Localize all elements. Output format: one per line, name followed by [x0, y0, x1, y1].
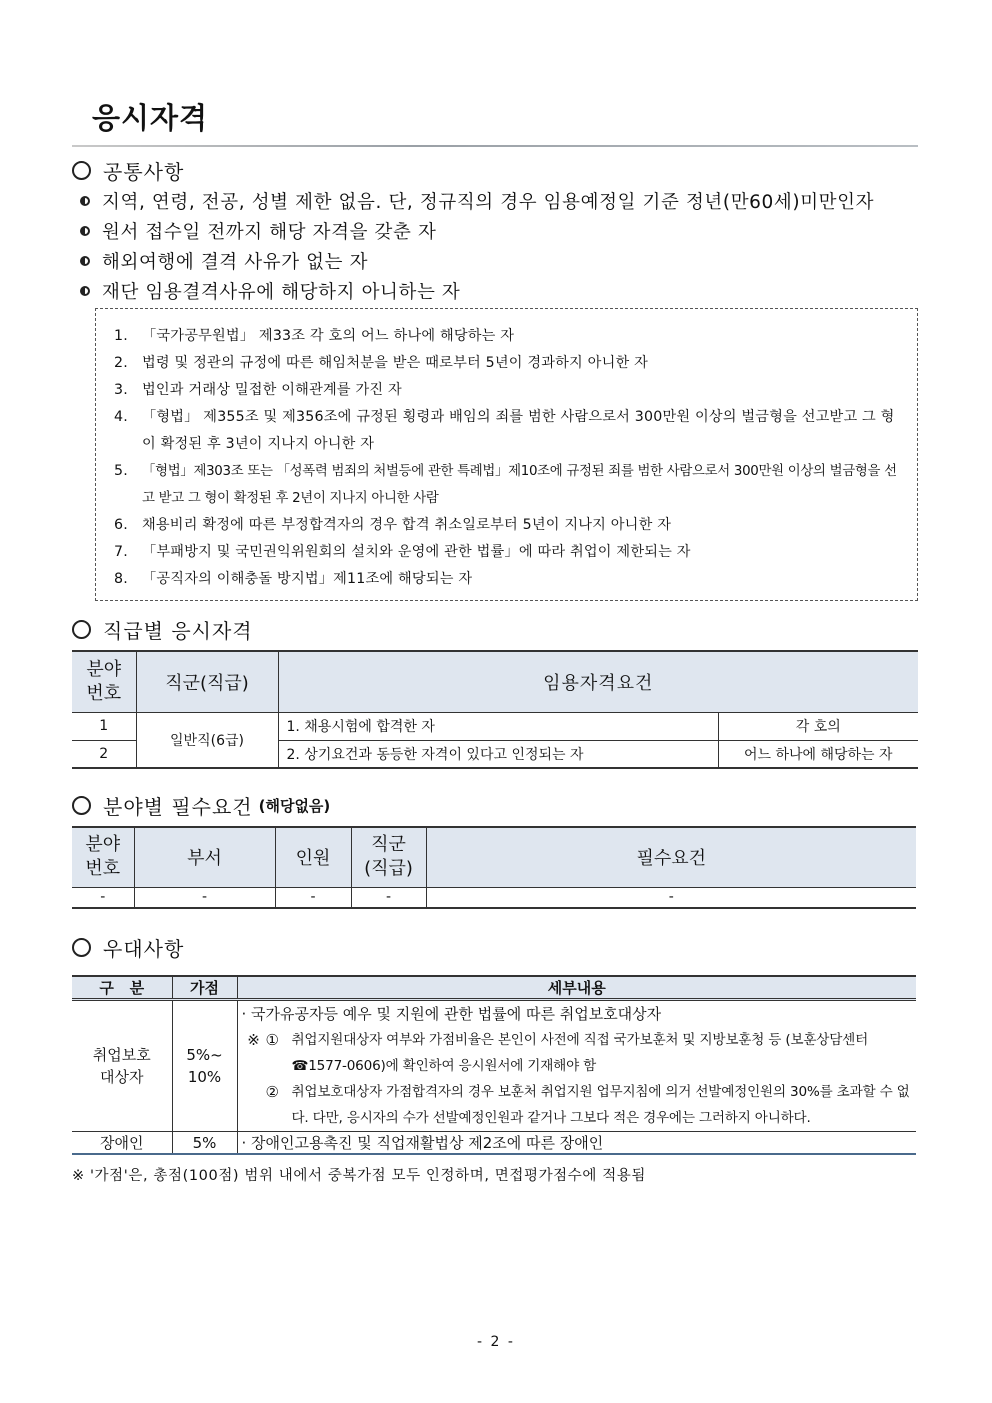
- detail-note: [242, 1027, 917, 1079]
- section-heading-preference-label: 우대사항: [103, 937, 185, 961]
- disqualification-item: [114, 458, 907, 512]
- column-header-requirement: 필수요건: [426, 827, 916, 887]
- section-heading-required-label: 분야별 필수요건: [103, 795, 253, 819]
- disqualification-item: [114, 323, 907, 350]
- column-header-detail: 세부내용: [237, 976, 916, 1000]
- table-cell: -: [72, 887, 134, 908]
- disqualification-item: [114, 377, 907, 404]
- footnote: ※ '가점'은, 총점(100점) 범위 내에서 중복가점 모두 인정하며, 면접평가점수에 적용됨: [72, 1168, 647, 1184]
- detail-cell: · 장애인고용촉진 및 직업재활법상 제2조에 따른 장애인: [237, 1132, 916, 1155]
- circle-bullet-icon: [72, 620, 91, 639]
- requirement-cell: 2. 상기요건과 동등한 자격이 있다고 인정되는 자: [278, 740, 718, 768]
- requirement-cell: 1. 채용시험에 합격한 자: [278, 712, 718, 740]
- table-cell: -: [351, 887, 426, 908]
- item-text: 「형법」제303조 또는 「성폭력 범죄의 처벌등에 관한 특례법」제10조에 규정된 죄를 범한 사람으로서 300만원 이상의 벌금형을 선고 받고 그 형이 확정된 후 2년이 지나지 아니한 사람: [142, 464, 897, 506]
- table-cell: -: [275, 887, 351, 908]
- disqualification-item: [114, 350, 907, 377]
- list-item: [80, 276, 940, 306]
- note-text: 취업보호대상자 가점합격자의 경우 보훈처 취업지원 업무지침에 의거 선발예정인원의 30%를 초과할 수 없다. 다만, 응시자의 수가 선발예정인원과 같거나 그보다 적은 경우에는 그러하지 아니하다.: [291, 1084, 910, 1126]
- disqualification-item: [114, 539, 907, 566]
- table-header-row: [72, 827, 916, 887]
- item-number: 4.: [114, 409, 128, 425]
- list-item-text: 원서 접수일 전까지 해당 자격을 갖춘 자: [102, 222, 437, 243]
- note-number: ②: [265, 1083, 279, 1101]
- item-text: 법인과 거래상 밀접한 이해관계를 가진 자: [142, 382, 402, 398]
- section-heading-grade: [72, 615, 253, 644]
- common-bullet-list: [80, 186, 940, 306]
- list-item: [80, 246, 940, 276]
- column-header-points: 가점: [172, 976, 237, 1000]
- disqualification-box: [95, 308, 918, 601]
- category-cell: 취업보호 대상자: [72, 1000, 172, 1132]
- item-text: 「국가공무원법」 제33조 각 호의 어느 하나에 해당하는 자: [142, 328, 515, 344]
- table-cell: -: [426, 887, 916, 908]
- section-heading-common: [72, 156, 184, 185]
- detail-note: [242, 1079, 917, 1131]
- note-cell: 각 호의: [718, 712, 918, 740]
- category-cell: 장애인: [72, 1132, 172, 1155]
- column-header-field-no: 분야 번호: [72, 827, 134, 887]
- title-divider: [72, 145, 918, 147]
- section-heading-required: [72, 791, 330, 820]
- circle-bullet-icon: [72, 938, 91, 957]
- detail-cell: [237, 1000, 916, 1132]
- item-number: 3.: [114, 382, 128, 398]
- note-number: ①: [265, 1031, 279, 1049]
- section-heading-common-label: 공통사항: [103, 160, 185, 184]
- points-cell: 5%~ 10%: [172, 1000, 237, 1132]
- table-row: [72, 1000, 916, 1132]
- list-item-text: 지역, 연령, 전공, 성별 제한 없음. 단, 정규직의 경우 임용예정일 기준 정년(만60세)미만인자: [102, 192, 875, 213]
- field-no-cell: 1: [72, 712, 136, 740]
- note-spacer: [242, 1079, 266, 1131]
- item-number: 1.: [114, 328, 128, 344]
- table-header-row: [72, 651, 918, 712]
- list-item: [80, 186, 940, 216]
- column-header-job: 직군(직급): [136, 651, 278, 712]
- table-row: [72, 1132, 916, 1155]
- points-cell: 5%: [172, 1132, 237, 1155]
- disqualification-item: [114, 566, 907, 593]
- list-item: [80, 216, 940, 246]
- table-row: [72, 887, 916, 908]
- section-heading-grade-label: 직급별 응시자격: [103, 619, 253, 643]
- circle-bullet-icon: [72, 796, 91, 815]
- column-header-requirement: 임용자격요건: [278, 651, 918, 712]
- preference-table: [72, 975, 916, 1155]
- half-circle-bullet-icon: [80, 286, 90, 296]
- item-text: 법령 및 정관의 규정에 따른 해임처분을 받은 때로부터 5년이 경과하지 아니한 자: [142, 355, 649, 371]
- page-number: - 2 -: [477, 1334, 515, 1350]
- item-number: 8.: [114, 571, 128, 587]
- note-text: 취업지원대상자 여부와 가점비율은 본인이 사전에 직접 국가보훈처 및 지방보훈청 등 (보훈상담센터 ☎1577-0606)에 확인하여 응시원서에 기재해야 함: [291, 1032, 869, 1074]
- column-header-field-no: 분야 번호: [72, 651, 136, 712]
- column-header-count: 인원: [275, 827, 351, 887]
- grade-qualification-table: [72, 650, 918, 769]
- page-title: 응시자격: [92, 101, 209, 135]
- required-condition-table: [72, 826, 916, 909]
- disqualification-item: [114, 404, 907, 458]
- detail-line: · 국가유공자등 예우 및 지원에 관한 법률에 따른 취업보호대상자: [241, 1005, 662, 1023]
- table-cell: -: [134, 887, 275, 908]
- heading-note: (해당없음): [258, 797, 331, 815]
- half-circle-bullet-icon: [80, 256, 90, 266]
- item-text: 「공직자의 이해충돌 방지법」제11조에 해당되는 자: [142, 571, 473, 587]
- section-heading-preference: [72, 933, 184, 962]
- note-mark: ※: [247, 1031, 260, 1049]
- item-text: 「부패방지 및 국민권익위원회의 설치와 운영에 관한 법률」에 따라 취업이 제한되는 자: [142, 544, 691, 560]
- table-row: [72, 712, 918, 740]
- note-cell: 어느 하나에 해당하는 자: [718, 740, 918, 768]
- item-number: 7.: [114, 544, 128, 560]
- half-circle-bullet-icon: [80, 196, 90, 206]
- item-number: 5.: [114, 463, 128, 479]
- item-text: 채용비리 확정에 따른 부정합격자의 경우 합격 취소일로부터 5년이 지나지 아니한 자: [142, 517, 672, 533]
- circle-bullet-icon: [72, 161, 91, 180]
- list-item-text: 재단 임용결격사유에 해당하지 아니하는 자: [102, 282, 461, 303]
- half-circle-bullet-icon: [80, 226, 90, 236]
- field-no-cell: 2: [72, 740, 136, 768]
- disqualification-item: [114, 512, 907, 539]
- item-number: 2.: [114, 355, 128, 371]
- column-header-category: 구 분: [72, 976, 172, 1000]
- list-item-text: 해외여행에 결격 사유가 없는 자: [102, 252, 369, 273]
- item-number: 6.: [114, 517, 128, 533]
- item-text: 「형법」 제355조 및 제356조에 규정된 횡령과 배임의 죄를 범한 사람으로서 300만원 이상의 벌금형을 선고받고 그 형이 확정된 후 3년이 지나지 아니한 자: [142, 409, 895, 452]
- column-header-dept: 부서: [134, 827, 275, 887]
- table-header-row: [72, 976, 916, 1000]
- job-cell: 일반직(6급): [136, 712, 278, 768]
- column-header-job: 직군 (직급): [351, 827, 426, 887]
